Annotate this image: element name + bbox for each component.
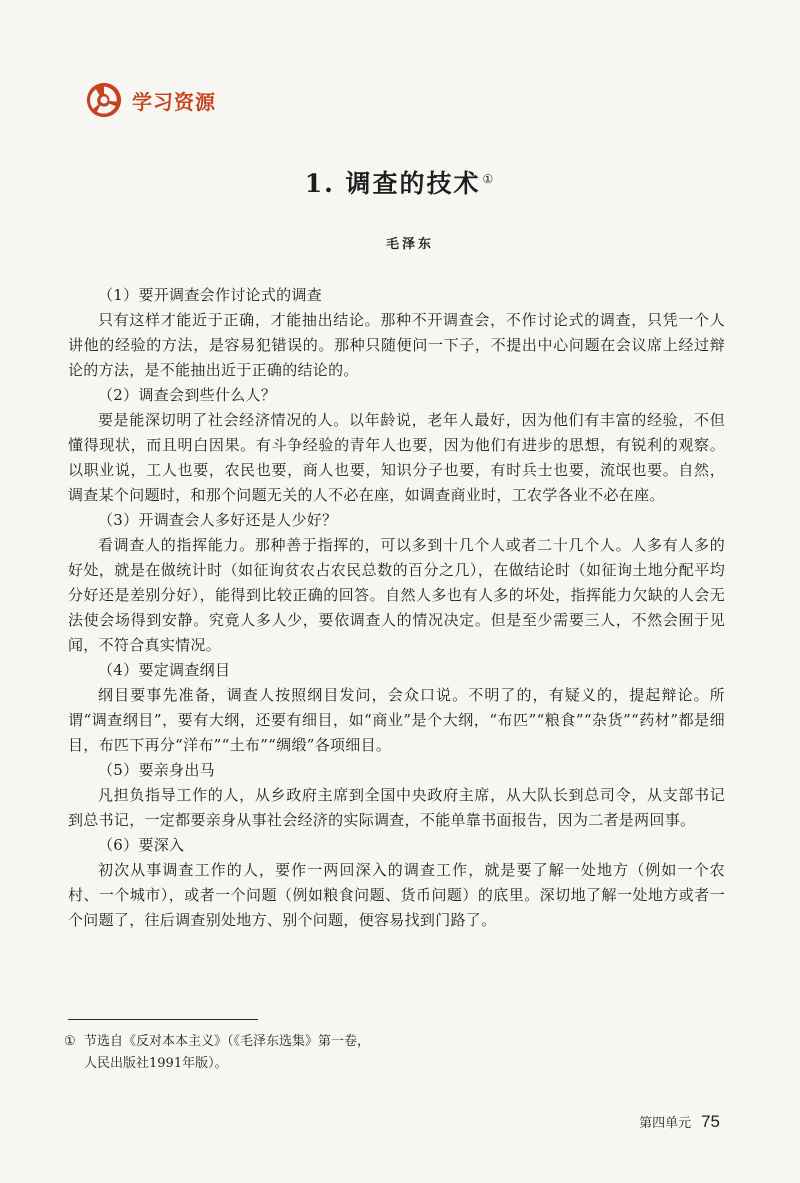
unit-label: 第四单元 bbox=[639, 1116, 692, 1131]
footnote-divider bbox=[68, 1019, 258, 1020]
swirl-logo-icon bbox=[86, 82, 122, 118]
section-heading-6: （6）要深入 bbox=[98, 836, 185, 854]
article-title bbox=[0, 164, 800, 200]
paragraph-6: 初次从事调查工作的人，要作一两回深入的调查工作，就是要了解一处地方（例如一个农村、一个城市），或者一个问题（例如粮食问题、货币问题）的底里。深切地了解一处地方或者一个问题了，往后调查别处地方、别个问题，便容易找到门路了。 bbox=[68, 861, 725, 929]
section-heading-3: （3）开调查会人多好还是人少好？ bbox=[98, 511, 338, 529]
footnote-line-1 bbox=[64, 1031, 464, 1053]
footnote-text-2: 人民出版社1991年版）。 bbox=[84, 1056, 228, 1071]
section-heading-2: （2）调查会到些什么人？ bbox=[98, 386, 277, 404]
section-heading-4: （4）要定调查纲目 bbox=[98, 661, 231, 679]
paragraph-2: 要是能深切明了社会经济情况的人。以年龄说，老年人最好，因为他们有丰富的经验，不但懂得现状，而且明白因果。有斗争经验的青年人也要，因为他们有进步的思想，有锐利的观察。以职业说，工人也要，农民也要，商人也要，知识分子也要，有时兵士也要，流氓也要。自然，调查某个问题时，和那个问题无关的人不必在座，如调查商业时，工农学各业不必在座。 bbox=[68, 411, 725, 504]
page-footer bbox=[639, 1112, 720, 1132]
author-name: 毛泽东 bbox=[385, 237, 434, 252]
section-heading-1: （1）要开调查会作讨论式的调查 bbox=[98, 286, 323, 304]
paragraph-4: 纲目要事先准备，调查人按照纲目发问，会众口说。不明了的，有疑义的，提起辩论。所谓“调查纲目”，要有大纲，还要有细目，如“商业”是个大纲，“布匹”“粮食”“杂货”“药材”都是细目，布匹下再分“洋布”“土布”“绸缎”各项细目。 bbox=[68, 686, 725, 754]
page-number: 75 bbox=[701, 1112, 720, 1131]
article-body bbox=[68, 283, 725, 933]
paragraph-3: 看调查人的指挥能力。那种善于指挥的，可以多到十几个人或者二十几个人。人多有人多的好处，就是在做统计时（如征询贫农占农民总数的百分之几），在做结论时（如征询土地分配平均分好还是差别分好），能得到比较正确的回答。自然人多也有人多的坏处，指挥能力欠缺的人会无法使会场得到安静。究竟人多人少，要依调查人的情况决定。但是至少需要三人，不然会囿于见闻，不符合真实情况。 bbox=[68, 536, 725, 654]
footnote-reference[interactable]: ① bbox=[482, 171, 496, 186]
article-title-text: 1. 调查的技术 bbox=[304, 169, 481, 198]
paragraph-1: 只有这样才能近于正确，才能抽出结论。那种不开调查会，不作讨论式的调查，只凭一个人讲他的经验的方法，是容易犯错误的。那种只随便问一下子，不提出中心问题在会议席上经过辩论的方法，是不能抽出近于正确的结论的。 bbox=[68, 311, 725, 379]
footnote-number: ① bbox=[64, 1034, 76, 1049]
section-header bbox=[86, 82, 216, 118]
footnote bbox=[64, 1031, 464, 1075]
footnote-text-1: 节选自《反对本本主义》（《毛泽东选集》第一卷， bbox=[84, 1034, 371, 1049]
section-title: 学习资源 bbox=[132, 89, 216, 114]
section-heading-5: （5）要亲身出马 bbox=[98, 761, 215, 779]
paragraph-5: 凡担负指导工作的人，从乡政府主席到全国中央政府主席，从大队长到总司令，从支部书记到总书记，一定都要亲身从事社会经济的实际调查，不能单靠书面报告，因为二者是两回事。 bbox=[68, 786, 725, 829]
